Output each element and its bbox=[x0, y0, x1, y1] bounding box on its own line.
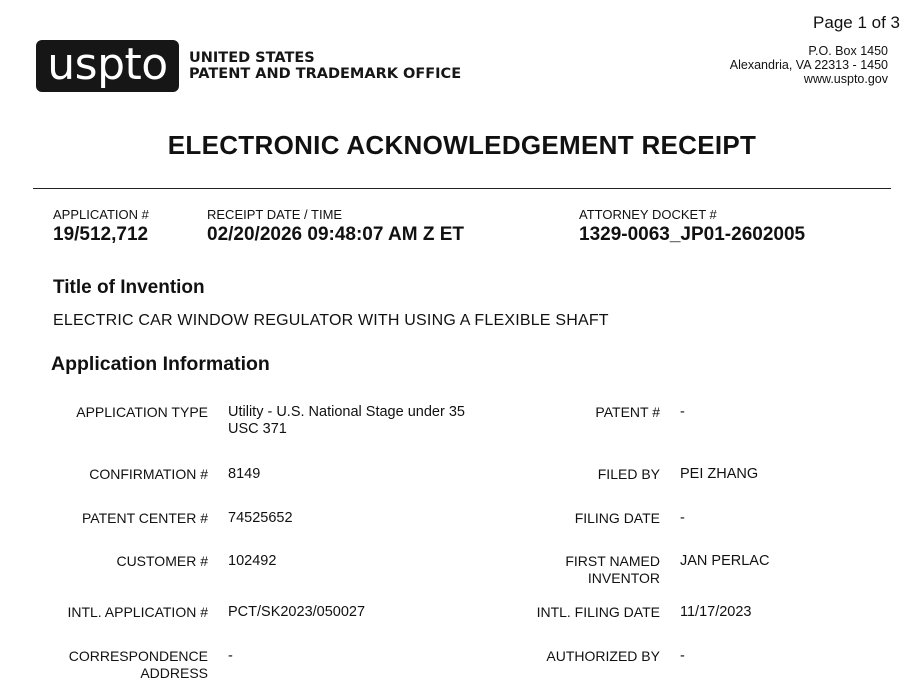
info-left-value bbox=[228, 648, 498, 665]
logo-line-2: PATENT AND TRADEMARK OFFICE bbox=[189, 66, 462, 82]
correspondence-address-label-cont: ADDRESS bbox=[140, 665, 208, 681]
info-left-label bbox=[8, 604, 208, 621]
first-named-inventor-value: JAN PERLAC bbox=[680, 553, 770, 569]
patent-center-value: 74525652 bbox=[228, 510, 293, 526]
correspondence-address-value: - bbox=[228, 648, 233, 664]
info-right-label bbox=[500, 404, 660, 421]
customer-label: CUSTOMER # bbox=[116, 553, 208, 569]
logo-line-1: UNITED STATES bbox=[189, 50, 315, 66]
info-left-label bbox=[8, 510, 208, 527]
filing-date-value: - bbox=[680, 510, 685, 526]
info-left-value bbox=[228, 510, 498, 527]
application-type-value: Utility - U.S. National Stage under 35 bbox=[228, 404, 465, 420]
info-left-value bbox=[228, 466, 498, 483]
address-line-1: P.O. Box 1450 bbox=[808, 44, 888, 58]
receipt-date-label: RECEIPT DATE / TIME bbox=[207, 207, 343, 222]
info-left-label bbox=[8, 648, 208, 682]
receipt-date-block bbox=[207, 207, 464, 246]
application-number-block bbox=[53, 207, 149, 246]
intl-application-label: INTL. APPLICATION # bbox=[67, 604, 208, 620]
info-right-label bbox=[500, 510, 660, 527]
info-left-value bbox=[228, 604, 498, 621]
customer-value: 102492 bbox=[228, 553, 277, 569]
first-named-inventor-label: FIRST NAMED bbox=[565, 553, 660, 569]
patent-center-label: PATENT CENTER # bbox=[81, 510, 208, 526]
address-line-2: Alexandria, VA 22313 - 1450 bbox=[729, 58, 888, 72]
filed-by-label: FILED BY bbox=[597, 466, 660, 482]
application-type-label: APPLICATION TYPE bbox=[76, 404, 208, 420]
header-divider bbox=[33, 188, 891, 189]
office-address bbox=[730, 44, 888, 86]
info-left-label bbox=[8, 466, 208, 483]
info-right-label bbox=[500, 604, 660, 621]
info-right-label bbox=[500, 648, 660, 665]
authorized-by-label: AUTHORIZED BY bbox=[546, 648, 660, 664]
info-left-label bbox=[8, 553, 208, 570]
application-information-heading: Application Information bbox=[51, 353, 270, 375]
attorney-docket-block bbox=[579, 207, 805, 246]
receipt-date-value: 02/20/2026 09:48:07 AM Z ET bbox=[207, 224, 464, 245]
intl-filing-date-value: 11/17/2023 bbox=[680, 604, 752, 620]
application-number-value: 19/512,712 bbox=[53, 224, 149, 245]
info-left-value bbox=[228, 404, 498, 438]
confirmation-value: 8149 bbox=[228, 466, 261, 482]
info-right-label bbox=[500, 553, 660, 587]
info-left-value bbox=[228, 553, 498, 570]
receipt-title: ELECTRONIC ACKNOWLEDGEMENT RECEIPT bbox=[167, 130, 757, 160]
intl-filing-date-label: INTL. FILING DATE bbox=[536, 604, 660, 620]
title-of-invention-heading: Title of Invention bbox=[53, 277, 205, 298]
application-type-value-cont: USC 371 bbox=[228, 421, 287, 437]
info-left-label bbox=[8, 404, 208, 421]
first-named-inventor-label-cont: INVENTOR bbox=[587, 570, 660, 586]
address-line-3: www.uspto.gov bbox=[803, 72, 888, 86]
uspto-logo-text bbox=[189, 50, 461, 82]
filed-by-value: PEI ZHANG bbox=[680, 466, 759, 482]
confirmation-label: CONFIRMATION # bbox=[89, 466, 208, 482]
filing-date-label: FILING DATE bbox=[574, 510, 660, 526]
title-of-invention-value: ELECTRIC CAR WINDOW REGULATOR WITH USING A FLEXIBLE SHAFT bbox=[53, 312, 609, 329]
correspondence-address-label: CORRESPONDENCE bbox=[68, 648, 208, 664]
intl-application-value: PCT/SK2023/050027 bbox=[228, 604, 366, 620]
uspto-logo-mark: uspto bbox=[36, 40, 179, 92]
authorized-by-value: - bbox=[680, 648, 685, 664]
uspto-logo bbox=[36, 40, 461, 92]
info-right-label bbox=[500, 466, 660, 483]
attorney-docket-label: ATTORNEY DOCKET # bbox=[579, 207, 717, 222]
page-number: Page 1 of 3 bbox=[813, 13, 900, 32]
patent-number-label: PATENT # bbox=[595, 404, 660, 420]
application-number-label: APPLICATION # bbox=[53, 207, 149, 222]
attorney-docket-value: 1329-0063_JP01-2602005 bbox=[579, 224, 806, 245]
patent-number-value: - bbox=[680, 404, 685, 420]
